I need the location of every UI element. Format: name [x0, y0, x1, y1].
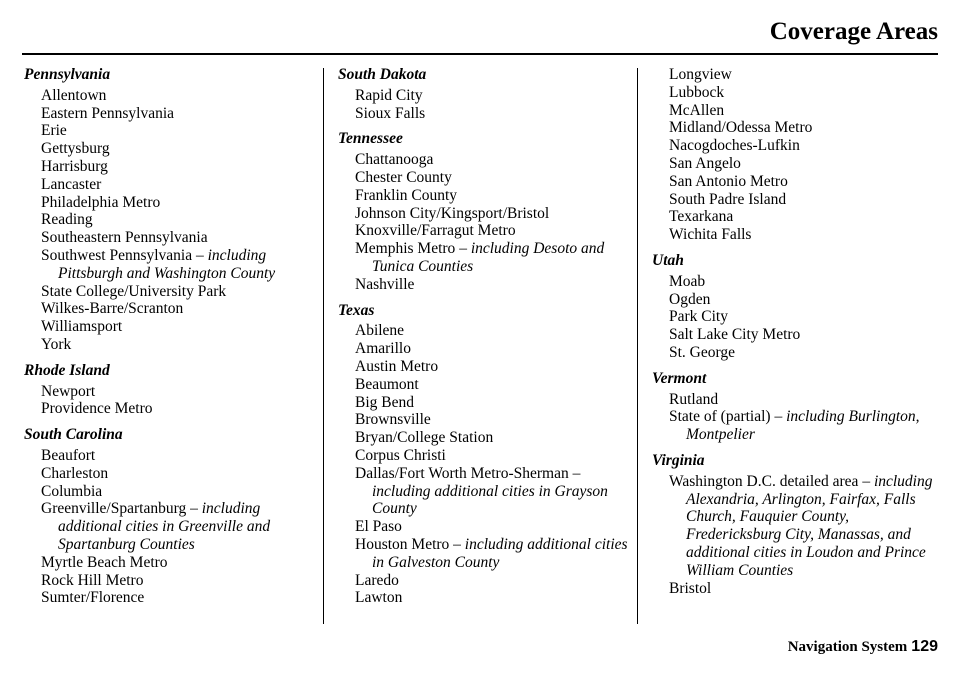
coverage-entry	[24, 87, 320, 105]
coverage-entry	[338, 429, 634, 447]
entry-name: Abilene	[355, 322, 405, 340]
column-2	[338, 66, 634, 607]
coverage-entry	[652, 191, 942, 209]
entry-name: Midland/Odessa Metro	[669, 119, 813, 137]
coverage-entry	[652, 291, 942, 309]
entry-name: Big Bend	[355, 393, 414, 411]
coverage-entry	[24, 589, 320, 607]
coverage-entry	[338, 151, 634, 169]
coverage-entry	[652, 344, 942, 362]
coverage-entry	[338, 411, 634, 429]
state-heading: Utah	[652, 251, 684, 269]
entry-name: Corpus Christi	[355, 446, 446, 464]
entry-note: including additional cities in Greenville and Spartanburg Counties	[58, 500, 271, 553]
entry-name: Ogden	[669, 290, 711, 308]
coverage-entry	[24, 483, 320, 501]
column-1	[24, 66, 320, 607]
entry-name: Chester County	[355, 168, 452, 186]
coverage-entry: State of (partial) – including Burlington, Montpelier	[669, 408, 920, 444]
coverage-entry: Southwest Pennsylvania – including Pittsburgh and Washington County	[41, 246, 276, 282]
coverage-entry	[652, 102, 942, 120]
entry-name: State of (partial)	[669, 408, 771, 426]
coverage-entry	[338, 518, 634, 536]
entry-name: Myrtle Beach Metro	[41, 553, 168, 571]
entry-name: Beaumont	[355, 375, 419, 393]
entry-name: Knoxville/Farragut Metro	[355, 222, 516, 240]
coverage-entry	[24, 383, 320, 401]
column-3	[652, 66, 942, 597]
entry-name: Sumter/Florence	[41, 589, 145, 607]
state-heading: South Dakota	[338, 66, 427, 83]
entry-name: Johnson City/Kingsport/Bristol	[355, 204, 550, 222]
coverage-entry	[24, 318, 320, 336]
coverage-entry	[24, 122, 320, 140]
entry-name: Southwest Pennsylvania	[41, 246, 193, 264]
state-heading: Pennsylvania	[24, 66, 111, 83]
coverage-entry	[652, 226, 942, 244]
coverage-entry	[24, 105, 320, 123]
coverage-entry	[338, 205, 634, 223]
entry-name: Nacogdoches-Lufkin	[669, 137, 800, 155]
entry-note: including Desoto and Tunica Counties	[372, 240, 605, 275]
entry-name: Austin Metro	[355, 357, 439, 375]
entry-name: Lubbock	[669, 83, 725, 101]
entry-name: Memphis Metro	[355, 240, 456, 258]
coverage-entry	[652, 84, 942, 102]
entry-name: Dallas/Fort Worth Metro-Sherman	[355, 464, 569, 482]
entry-name: Harrisburg	[41, 157, 108, 175]
entry-name: Greenville/Spartanburg	[41, 500, 187, 518]
coverage-entry: Houston Metro – including additional cities in Galveston County	[355, 535, 628, 571]
entry-name: Charleston	[41, 464, 109, 482]
coverage-entry	[338, 276, 634, 294]
coverage-entry	[652, 137, 942, 155]
coverage-entry	[652, 173, 942, 191]
coverage-entry	[338, 358, 634, 376]
entry-name: El Paso	[355, 518, 402, 536]
state-heading: Rhode Island	[24, 361, 110, 379]
entry-name: Houston Metro	[355, 535, 450, 553]
entry-name: Brownsville	[355, 411, 431, 429]
entry-note: including Pittsburgh and Washington County	[58, 246, 276, 282]
coverage-entry	[652, 66, 942, 84]
entry-name: Wichita Falls	[669, 226, 752, 244]
entry-name: Philadelphia Metro	[41, 193, 161, 211]
entry-name: South Padre Island	[669, 190, 787, 208]
entry-name: Salt Lake City Metro	[669, 326, 801, 344]
coverage-entry	[338, 222, 634, 240]
entry-name: Williamsport	[41, 318, 123, 336]
coverage-entry	[338, 169, 634, 187]
coverage-entry	[24, 158, 320, 176]
coverage-entry	[24, 336, 320, 354]
state-heading: South Carolina	[24, 426, 123, 444]
coverage-entry	[652, 119, 942, 137]
state-heading: Tennessee	[338, 130, 403, 148]
entry-name: San Angelo	[669, 154, 741, 172]
coverage-entry	[24, 229, 320, 247]
entry-name: Lawton	[355, 589, 403, 607]
coverage-entry	[24, 140, 320, 158]
entry-name: Amarillo	[355, 340, 411, 358]
entry-name: Eastern Pennsylvania	[41, 104, 175, 122]
entry-name: Chattanooga	[355, 151, 434, 169]
entry-name: Reading	[41, 211, 93, 229]
page-footer	[788, 638, 938, 656]
coverage-entry	[338, 572, 634, 590]
coverage-entry	[338, 394, 634, 412]
entry-note: including additional cities in Grayson County	[372, 482, 608, 518]
entry-note: including additional cities in Galveston County	[372, 535, 628, 571]
entry-name: York	[41, 335, 72, 353]
entry-name: Franklin County	[355, 186, 458, 204]
entry-name: Gettysburg	[41, 140, 110, 158]
entry-name: Rock Hill Metro	[41, 571, 144, 589]
coverage-entry	[338, 322, 634, 340]
entry-name: Longview	[669, 66, 732, 83]
entry-name: Rutland	[669, 390, 719, 408]
entry-name: St. George	[669, 343, 736, 361]
coverage-entry	[24, 283, 320, 301]
coverage-entry	[338, 105, 634, 123]
entry-name: Texarkana	[669, 208, 734, 226]
coverage-entry	[24, 176, 320, 194]
coverage-entry	[652, 308, 942, 326]
coverage-entry: Memphis Metro – including Desoto and Tunica Counties	[355, 240, 605, 275]
entry-name: Sioux Falls	[355, 104, 426, 122]
page-title: Coverage Areas	[769, 18, 938, 45]
coverage-entry	[338, 376, 634, 394]
coverage-entry	[652, 208, 942, 226]
coverage-entry	[338, 87, 634, 105]
entry-name: Moab	[669, 272, 706, 290]
entry-name: State College/University Park	[41, 282, 227, 300]
entry-name: Bristol	[669, 579, 712, 597]
entry-name: Washington D.C. detailed area	[669, 472, 859, 490]
coverage-entry: Dallas/Fort Worth Metro-Sherman – including additional cities in Grayson County	[355, 464, 608, 518]
entry-name: Rapid City	[355, 86, 423, 104]
coverage-entry	[652, 273, 942, 291]
coverage-entry	[24, 554, 320, 572]
entry-name: Lancaster	[41, 175, 102, 193]
coverage-entry	[24, 447, 320, 465]
entry-name: Allentown	[41, 86, 107, 104]
entry-name: Columbia	[41, 482, 103, 500]
coverage-entry	[24, 400, 320, 418]
entry-name: San Antonio Metro	[669, 172, 788, 190]
entry-name: Nashville	[355, 275, 415, 293]
coverage-entry	[24, 194, 320, 212]
entry-name: Bryan/College Station	[355, 429, 494, 447]
entry-note: including Burlington, Montpelier	[686, 408, 920, 444]
coverage-entry	[652, 155, 942, 173]
coverage-entry	[338, 187, 634, 205]
column-divider	[323, 68, 324, 624]
coverage-entry: Washington D.C. detailed area – including Alexandria, Arlington, Fairfax, Falls Church, Fauquier County, Fredericksburg City, Manassas, and additional cities in Loudon and Prince William Counties	[669, 472, 933, 579]
entry-name: Beaufort	[41, 446, 96, 464]
coverage-entry	[24, 572, 320, 590]
coverage-entry	[24, 211, 320, 229]
state-heading: Virginia	[652, 451, 705, 469]
coverage-entry	[652, 326, 942, 344]
title-rule	[22, 53, 938, 55]
state-heading: Texas	[338, 301, 375, 319]
coverage-entry	[652, 391, 942, 409]
entry-name: Laredo	[355, 571, 399, 589]
footer-label: Navigation System	[787, 639, 908, 655]
page-number: 129	[911, 638, 938, 655]
coverage-entry	[24, 300, 320, 318]
entry-note: including Alexandria, Arlington, Fairfax, Falls Church, Fauquier County, Fredericksburg City, Manassas, and additional cities in Loudon and Prince William Counties	[686, 472, 933, 579]
entry-name: Providence Metro	[41, 400, 153, 418]
column-divider	[637, 68, 638, 624]
coverage-entry: Greenville/Spartanburg – including additional cities in Greenville and Spartanburg Counties	[41, 500, 271, 553]
coverage-entry	[652, 580, 942, 598]
entry-name: Wilkes-Barre/Scranton	[41, 300, 184, 318]
state-heading: Vermont	[652, 369, 707, 387]
coverage-entry	[338, 340, 634, 358]
coverage-entry	[338, 447, 634, 465]
entry-name: McAllen	[669, 101, 725, 119]
entry-name: Southeastern Pennsylvania	[41, 229, 208, 247]
entry-name: Park City	[669, 308, 728, 326]
coverage-entry	[338, 589, 634, 607]
entry-name: Erie	[41, 122, 67, 140]
coverage-entry	[24, 465, 320, 483]
entry-name: Newport	[41, 382, 96, 400]
